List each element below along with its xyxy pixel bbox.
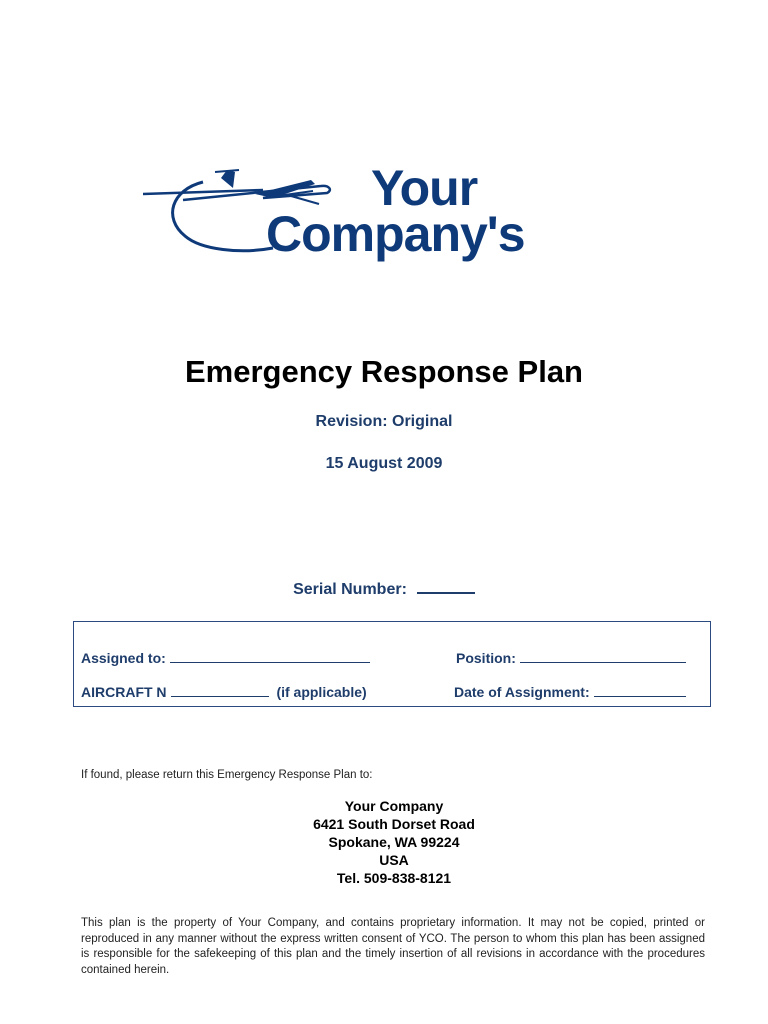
- revision-label: Revision: Original: [315, 413, 453, 430]
- aircraft-field: [81, 683, 367, 701]
- company-logo: [143, 160, 583, 264]
- date-of-assignment-blank[interactable]: [594, 683, 686, 697]
- logo-text-line1: Your: [371, 160, 478, 216]
- aircraft-label: AIRCRAFT N: [81, 684, 167, 700]
- logo-text-line2: Company's: [266, 206, 525, 262]
- serial-number-label: Serial Number:: [293, 581, 407, 598]
- assignment-box: [73, 621, 711, 707]
- aircraft-blank[interactable]: [171, 683, 269, 697]
- return-address: [0, 797, 768, 887]
- address-line: Your Company: [344, 798, 444, 814]
- position-blank[interactable]: [520, 649, 686, 663]
- document-title: Emergency Response Plan: [185, 354, 583, 389]
- aircraft-suffix: (if applicable): [276, 684, 367, 700]
- proprietary-notice: This plan is the property of Your Company, and contains proprietary information. It may not be copied, printed or reproduced in any manner without the express written consent of YCO. The person to whom this plan has been assigned is responsible for the safekeeping of this plan and the timely insertion of all revisions in accordance with the procedures contained herein.: [81, 917, 705, 976]
- return-instructions: If found, please return this Emergency Response Plan to:: [81, 769, 373, 781]
- date-of-assignment-field: [454, 683, 686, 701]
- assigned-to-label: Assigned to:: [81, 650, 166, 666]
- address-line: Tel. 509-838-8121: [336, 870, 452, 886]
- position-label: Position:: [456, 650, 516, 666]
- date-of-assignment-label: Date of Assignment:: [454, 684, 590, 700]
- address-line: 6421 South Dorset Road: [313, 816, 475, 832]
- position-field: [456, 649, 686, 667]
- address-line: Spokane, WA 99224: [328, 834, 460, 850]
- serial-number-field: [0, 578, 768, 601]
- assigned-to-field: [81, 649, 370, 667]
- serial-number-blank[interactable]: [417, 578, 475, 594]
- document-date: 15 August 2009: [325, 455, 443, 472]
- address-line: USA: [379, 852, 409, 868]
- assigned-to-blank[interactable]: [170, 649, 370, 663]
